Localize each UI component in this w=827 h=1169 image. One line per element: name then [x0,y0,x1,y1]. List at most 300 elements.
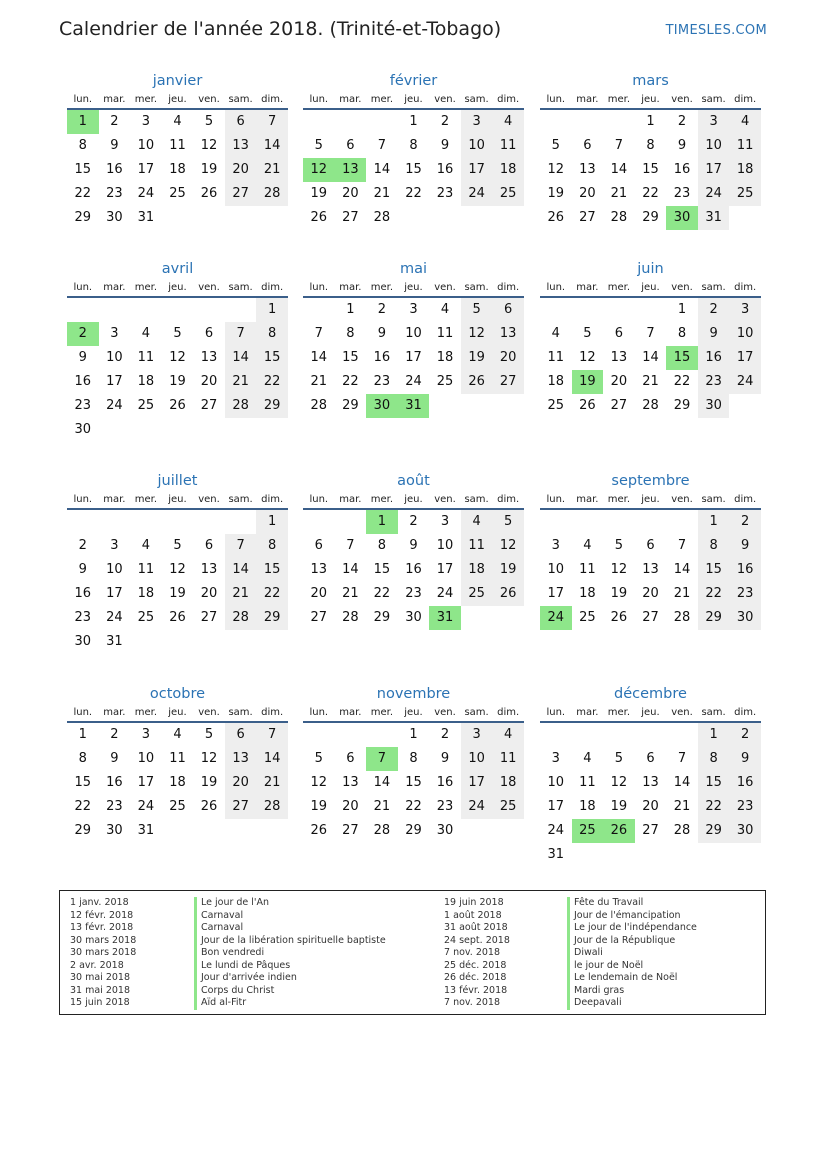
day-cell: 10 [405,326,422,341]
day-cell: 15 [642,162,659,177]
day-cell: 5 [204,727,214,742]
day-cell: 10 [106,350,123,365]
day-cell: 9 [729,747,761,771]
day-cell: 17 [547,586,565,601]
weekday-label: dim. [734,707,757,718]
empty-cell [540,723,572,747]
month-name: mars [632,73,669,89]
empty-cell [303,298,335,322]
holiday-date: 1 août 2018 [444,909,502,921]
day-cell: 14 [373,162,391,177]
day-cell: 6 [583,138,592,153]
day-cell: 16 [405,562,422,577]
day-cell: 2 [377,302,387,317]
day-cell: 12 [200,138,218,153]
holiday-list [59,890,766,1015]
holiday-day-cell: 12 [303,158,335,182]
day-cell: 18 [579,799,596,814]
day-cell: 6 [646,751,655,766]
weekday-label: jeu. [641,282,660,293]
day-cell: 28 [610,210,628,225]
day-cell: 15 [74,162,92,177]
days-grid [67,723,288,843]
month-5 [303,258,524,418]
day-cell: 30 [436,823,454,838]
holiday-date: 31 août 2018 [444,922,508,933]
day-cell: 22 [256,582,288,606]
day-cell: 25 [492,795,524,819]
day-cell: 3 [141,114,151,129]
weekday-label: lun. [73,494,93,505]
day-cell: 27 [310,610,328,625]
weekday-label: sam. [464,94,489,105]
site-link[interactable]: TIMESLES.COM [665,23,767,38]
day-cell: 21 [310,374,328,389]
weekday-label: mar. [576,282,599,293]
day-cell: 3 [141,727,151,742]
day-cell: 5 [314,138,323,153]
day-cell: 2 [440,114,450,129]
day-cell: 10 [547,562,565,577]
day-cell: 15 [342,350,359,365]
day-cell: 28 [673,610,691,625]
day-cell: 29 [405,823,422,838]
weekday-header [540,492,761,510]
day-cell: 2 [440,727,450,742]
month-name: novembre [376,686,451,702]
weekday-label: mer. [370,282,394,293]
day-cell: 8 [377,538,387,553]
day-cell: 9 [440,138,450,153]
weekday-label: ven. [198,94,220,105]
day-cell: 8 [346,326,355,341]
holiday-day-cell: 1 [67,110,99,134]
day-cell: 25 [729,182,761,206]
weekday-label: ven. [434,494,456,505]
day-cell: 7 [346,538,355,553]
day-cell: 28 [256,182,288,206]
day-cell: 22 [673,374,691,389]
day-cell: 6 [225,110,257,134]
day-cell: 13 [310,562,328,577]
weekday-label: mer. [370,94,394,105]
day-cell: 21 [373,799,391,814]
weekday-label: sam. [701,494,726,505]
day-cell: 21 [642,374,659,389]
day-cell: 9 [729,534,761,558]
day-cell: 4 [461,510,493,534]
day-cell: 14 [225,346,257,370]
weekday-label: mar. [339,282,362,293]
empty-cell [162,298,194,322]
day-cell: 12 [547,162,565,177]
days-grid [67,298,288,442]
holiday-date: 7 nov. 2018 [444,947,500,958]
day-cell: 6 [646,538,655,553]
day-cell: 16 [729,558,761,582]
month-name: août [397,473,430,489]
day-cell: 28 [342,610,359,625]
day-cell: 26 [169,610,186,625]
empty-cell [193,510,225,534]
day-cell: 22 [642,186,659,201]
day-cell: 16 [729,771,761,795]
day-cell: 13 [225,134,257,158]
month-name: janvier [152,73,203,89]
day-cell: 8 [646,138,655,153]
weekday-label: mer. [370,707,394,718]
day-cell: 4 [729,110,761,134]
day-cell: 4 [141,538,151,553]
day-cell: 26 [492,582,524,606]
day-cell: 8 [256,534,288,558]
weekday-label: mar. [576,707,599,718]
day-cell: 20 [642,799,659,814]
day-cell: 1 [409,114,418,129]
day-cell: 7 [677,538,687,553]
day-cell: 21 [673,586,691,601]
weekday-label: ven. [434,707,456,718]
holiday-date: 19 juin 2018 [444,897,504,908]
day-cell: 31 [698,206,730,230]
weekday-label: mer. [370,494,394,505]
day-cell: 11 [461,534,493,558]
month-11 [303,683,524,843]
day-cell: 29 [256,606,288,630]
holiday-day-cell: 25 [572,819,604,843]
day-cell: 25 [461,582,493,606]
days-grid [303,110,524,230]
days-grid [540,298,761,418]
weekday-label: mar. [103,94,126,105]
holiday-name: Le lendemain de Noël [567,972,697,985]
empty-cell [335,723,367,747]
day-cell: 3 [440,514,450,529]
day-cell: 3 [729,298,761,322]
month-8 [303,470,524,630]
holiday-name: Fête du Travail [567,897,697,910]
day-cell: 29 [698,819,730,843]
days-grid [540,723,761,867]
day-cell: 20 [610,374,628,389]
day-cell: 16 [436,162,454,177]
weekday-label: dim. [734,282,757,293]
holiday-day-cell: 31 [429,606,461,630]
empty-cell [603,723,635,747]
day-cell: 18 [169,162,186,177]
day-cell: 17 [729,346,761,370]
day-cell: 25 [436,374,454,389]
day-cell: 20 [225,158,257,182]
day-cell: 19 [169,586,186,601]
day-cell: 7 [377,138,387,153]
weekday-label: dim. [734,94,757,105]
day-cell: 14 [256,134,288,158]
holiday-name: le jour de Noël [567,960,697,973]
day-cell: 24 [405,374,422,389]
holiday-date: 26 déc. 2018 [444,972,507,983]
holiday-date: 7 nov. 2018 [444,997,500,1008]
day-cell: 10 [729,322,761,346]
weekday-label: ven. [671,282,693,293]
weekday-label: sam. [701,282,726,293]
holiday-name: Le jour de l'An [194,897,386,910]
day-cell: 10 [461,747,493,771]
weekday-label: jeu. [404,494,423,505]
day-cell: 20 [492,346,524,370]
holiday-name: Jour de la libération spirituelle baptiste [194,935,386,948]
day-cell: 6 [346,138,355,153]
day-cell: 18 [729,158,761,182]
day-cell: 20 [310,586,328,601]
day-cell: 20 [642,586,659,601]
day-cell: 27 [492,370,524,394]
month-name: octobre [149,686,206,702]
day-cell: 2 [409,514,418,529]
day-cell: 23 [106,186,123,201]
day-cell: 22 [256,370,288,394]
empty-cell [572,110,604,134]
day-cell: 28 [673,823,691,838]
weekday-label: lun. [309,282,329,293]
weekday-header [303,280,524,298]
month-name: avril [161,261,194,277]
day-cell: 6 [346,751,355,766]
day-cell: 16 [106,775,123,790]
day-cell: 20 [200,586,218,601]
day-cell: 19 [610,799,628,814]
weekday-label: lun. [73,707,93,718]
weekday-label: dim. [261,282,284,293]
day-cell: 28 [373,823,391,838]
day-cell: 29 [642,210,659,225]
day-cell: 23 [106,799,123,814]
weekday-label: ven. [434,282,456,293]
month-2 [303,70,524,230]
day-cell: 11 [492,747,524,771]
day-cell: 27 [642,823,659,838]
day-cell: 25 [547,398,565,413]
day-cell: 8 [409,138,418,153]
day-cell: 12 [169,562,186,577]
holiday-date: 1 janv. 2018 [70,897,129,908]
day-cell: 18 [169,775,186,790]
day-cell: 18 [492,771,524,795]
day-cell: 16 [74,374,92,389]
day-cell: 20 [200,374,218,389]
day-cell: 7 [256,110,288,134]
day-cell: 30 [74,634,92,649]
month-name: septembre [611,473,690,489]
day-cell: 5 [583,326,592,341]
day-cell: 17 [106,374,123,389]
weekday-label: mer. [607,94,631,105]
empty-cell [130,298,162,322]
day-cell: 15 [698,558,730,582]
day-cell: 27 [342,823,359,838]
month-name: juin [637,261,664,277]
holiday-day-cell: 7 [366,747,398,771]
weekday-label: lun. [309,707,329,718]
weekday-label: mar. [576,494,599,505]
day-cell: 17 [547,799,565,814]
day-cell: 9 [698,322,730,346]
empty-cell [540,298,572,322]
day-cell: 24 [106,610,123,625]
weekday-label: mer. [134,707,158,718]
day-cell: 31 [106,634,123,649]
day-cell: 13 [642,775,659,790]
day-cell: 26 [547,210,565,225]
day-cell: 11 [579,775,596,790]
weekday-header [67,92,288,110]
day-cell: 27 [200,610,218,625]
day-cell: 3 [698,110,730,134]
holiday-name: Carnaval [194,910,386,923]
weekday-header [67,705,288,723]
weekday-label: mar. [576,94,599,105]
day-cell: 19 [310,186,328,201]
day-cell: 30 [106,823,123,838]
day-cell: 22 [698,582,730,606]
holiday-name: Bon vendredi [194,947,386,960]
day-cell: 27 [225,182,257,206]
weekday-label: jeu. [641,494,660,505]
day-cell: 15 [256,346,288,370]
day-cell: 22 [373,586,391,601]
day-cell: 23 [729,795,761,819]
day-cell: 12 [492,534,524,558]
month-6 [540,258,761,418]
day-cell: 13 [579,162,596,177]
weekday-label: dim. [497,707,520,718]
weekday-label: lun. [546,707,566,718]
day-cell: 8 [78,751,87,766]
weekday-label: dim. [497,494,520,505]
day-cell: 16 [698,346,730,370]
day-cell: 11 [137,562,155,577]
day-cell: 7 [225,322,257,346]
weekday-label: sam. [464,282,489,293]
day-cell: 13 [200,350,218,365]
day-cell: 14 [310,350,328,365]
month-10 [67,683,288,843]
day-cell: 20 [225,771,257,795]
day-cell: 3 [409,302,418,317]
day-cell: 8 [78,138,87,153]
day-cell: 15 [373,562,391,577]
day-cell: 12 [310,775,328,790]
weekday-header [303,705,524,723]
day-cell: 19 [610,586,628,601]
day-cell: 11 [492,134,524,158]
holiday-name: Jour de l'émancipation [567,910,697,923]
weekday-header [303,92,524,110]
day-cell: 4 [173,727,182,742]
empty-cell [603,298,635,322]
day-cell: 22 [405,186,422,201]
empty-cell [162,510,194,534]
day-cell: 23 [436,186,454,201]
day-cell: 21 [373,186,391,201]
empty-cell [303,510,335,534]
day-cell: 5 [614,751,624,766]
weekday-label: sam. [228,494,253,505]
day-cell: 1 [78,727,87,742]
day-cell: 19 [310,799,328,814]
day-cell: 12 [610,562,628,577]
day-cell: 1 [409,727,418,742]
day-cell: 5 [461,298,493,322]
day-cell: 21 [342,586,359,601]
holiday-date: 24 sept. 2018 [444,934,510,946]
day-cell: 26 [169,398,186,413]
day-cell: 30 [74,422,92,437]
empty-cell [666,723,698,747]
day-cell: 14 [642,350,659,365]
day-cell: 17 [436,562,454,577]
day-cell: 17 [698,158,730,182]
empty-cell [540,510,572,534]
holiday-name: Corps du Christ [194,985,386,998]
day-cell: 24 [698,182,730,206]
empty-cell [225,298,257,322]
day-cell: 14 [610,162,628,177]
day-cell: 30 [729,606,761,630]
day-cell: 19 [169,374,186,389]
weekday-label: mar. [103,494,126,505]
day-cell: 2 [698,298,730,322]
weekday-label: ven. [198,494,220,505]
empty-cell [335,510,367,534]
day-cell: 19 [547,186,565,201]
holiday-dates-column-1 [70,897,136,1010]
weekday-label: sam. [228,282,253,293]
weekday-label: jeu. [404,707,423,718]
day-cell: 6 [204,326,214,341]
holiday-date: 25 déc. 2018 [444,959,507,971]
holiday-date: 30 mars 2018 [70,947,137,958]
day-cell: 9 [110,751,119,766]
empty-cell [366,110,398,134]
holiday-name: Jour de la République [567,935,697,948]
day-cell: 14 [673,562,691,577]
holiday-date: 31 mai 2018 [70,984,131,996]
day-cell: 27 [579,210,596,225]
weekday-label: lun. [546,282,566,293]
day-cell: 6 [492,298,524,322]
day-cell: 23 [729,582,761,606]
weekday-label: lun. [73,282,93,293]
day-cell: 10 [137,751,155,766]
day-cell: 17 [461,158,493,182]
day-cell: 25 [169,186,186,201]
day-cell: 6 [204,538,214,553]
day-cell: 11 [436,326,454,341]
holiday-name: Mardi gras [567,985,697,998]
day-cell: 17 [405,350,422,365]
weekday-label: mar. [339,707,362,718]
day-cell: 8 [677,326,687,341]
day-cell: 11 [169,138,186,153]
weekday-label: sam. [701,707,726,718]
day-cell: 28 [642,398,659,413]
weekday-label: ven. [198,707,220,718]
empty-cell [225,510,257,534]
day-cell: 15 [698,771,730,795]
day-cell: 26 [579,398,596,413]
holiday-date: 13 févr. 2018 [70,922,134,933]
